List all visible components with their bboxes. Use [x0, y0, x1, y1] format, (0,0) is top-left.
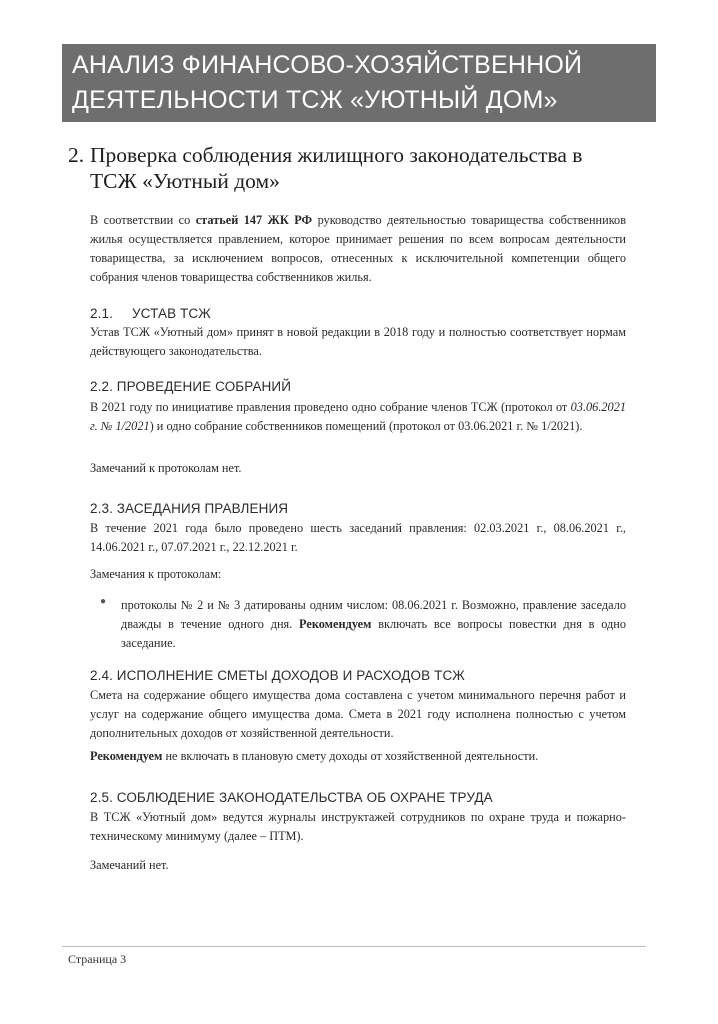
page-number: Страница 3: [68, 952, 127, 966]
subsection-text-2-4: Смета на содержание общего имущества дома составлена с учетом минимального перечня работ и услуг на содержание общего имущества дома. Смета в 2021 году исполнена полностью с учетом дополнительных доходов от хозяйственной деятельности.: [90, 688, 626, 740]
bullet-text-start: протоколы № 2 и № 3 датированы одним числом: 08.06.2021 г. Возможно, правление заседало дважды в течение одного дня.: [121, 598, 626, 631]
subsection-title-2-4: 2.4. ИСПОЛНЕНИЕ СМЕТЫ ДОХОДОВ И РАСХОДОВ ТСЖ: [90, 668, 465, 683]
subsection-text-2-1: Устав ТСЖ «Уютный дом» принят в новой редакции в 2018 году и полностью соответствует нормам действующего законодательства.: [90, 325, 626, 358]
subsection-text-2-2: [90, 398, 626, 436]
subsection-text-2-5: В ТСЖ «Уютный дом» ведутся журналы инструктажей сотрудников по охране труда и пожарно-техническому минимуму (далее – ПТМ).: [90, 810, 626, 843]
subsection-number-2-1: 2.1.: [90, 306, 113, 321]
intro-text-start: В соответствии со: [90, 213, 196, 227]
subsection-title-2-5: 2.5. СОБЛЮДЕНИЕ ЗАКОНОДАТЕЛЬСТВА ОБ ОХРАНЕ ТРУДА: [90, 790, 493, 805]
meetings-text-start: В 2021 году по инициативе правления проведено одно собрание членов ТСЖ (протокол от: [90, 400, 571, 414]
meetings-remark: Замечаний к протоколам нет.: [90, 461, 242, 475]
budget-recommend-text: не включать в плановую смету доходы от хозяйственной деятельности.: [162, 749, 539, 763]
budget-recommend: Рекомендуем: [90, 749, 163, 763]
bullet-recommend: Рекомендуем: [299, 617, 372, 631]
banner-line-2: ДЕЯТЕЛЬНОСТИ ТСЖ «УЮТНЫЙ ДОМ»: [72, 86, 558, 114]
bullet-text: [121, 596, 626, 653]
footer-divider: [62, 946, 646, 947]
subsection-title-2-2: 2.2. ПРОВЕДЕНИЕ СОБРАНИЙ: [90, 379, 292, 394]
subsection-text-2-3: В течение 2021 года было проведено шесть заседаний правления: 02.03.2021 г., 08.06.2021 г., 14.06.2021 г., 07.07.2021 г., 22.12.2021 г.: [90, 521, 626, 554]
intro-text-end: руководство деятельностью товарищества собственников жилья осуществляется правлением, которое принимает решения по всем вопросам деятельности товарищества, за исключением вопросов, отнесенных к исключительной компетенции общего собрания членов товарищества собственников жилья.: [90, 213, 626, 284]
board-remarks-label: Замечания к протоколам:: [90, 567, 222, 581]
banner-line-1: АНАЛИЗ ФИНАНСОВО-ХОЗЯЙСТВЕННОЙ: [72, 51, 583, 79]
subsection-title-2-3: 2.3. ЗАСЕДАНИЯ ПРАВЛЕНИЯ: [90, 501, 289, 516]
intro-law-reference: статьей 147 ЖК РФ: [195, 213, 313, 227]
section-heading-line-2: ТСЖ «Уютный дом»: [90, 169, 280, 193]
intro-paragraph: [90, 211, 626, 287]
labor-remark: Замечаний нет.: [90, 858, 169, 872]
meetings-text-end: ) и одно собрание собственников помещений (протокол от 03.06.2021 г. № 1/2021).: [149, 419, 583, 433]
subsection-title-2-1: [90, 306, 211, 321]
bullet-dot-icon: ●: [100, 596, 107, 607]
subsection-label-2-1: УСТАВ ТСЖ: [132, 306, 211, 321]
section-heading-number: 2.: [68, 143, 85, 167]
budget-recommendation: [90, 747, 626, 766]
list-item: [100, 596, 626, 653]
document-banner: [62, 44, 656, 122]
section-heading-line-1: Проверка соблюдения жилищного законодательства в: [90, 143, 583, 167]
section-heading: [68, 142, 658, 194]
bullet-text-end: включать все вопросы повестки дня в одно заседание.: [121, 617, 626, 650]
meetings-protocol-italic: 03.06.2021 г. № 1/2021: [90, 400, 626, 433]
